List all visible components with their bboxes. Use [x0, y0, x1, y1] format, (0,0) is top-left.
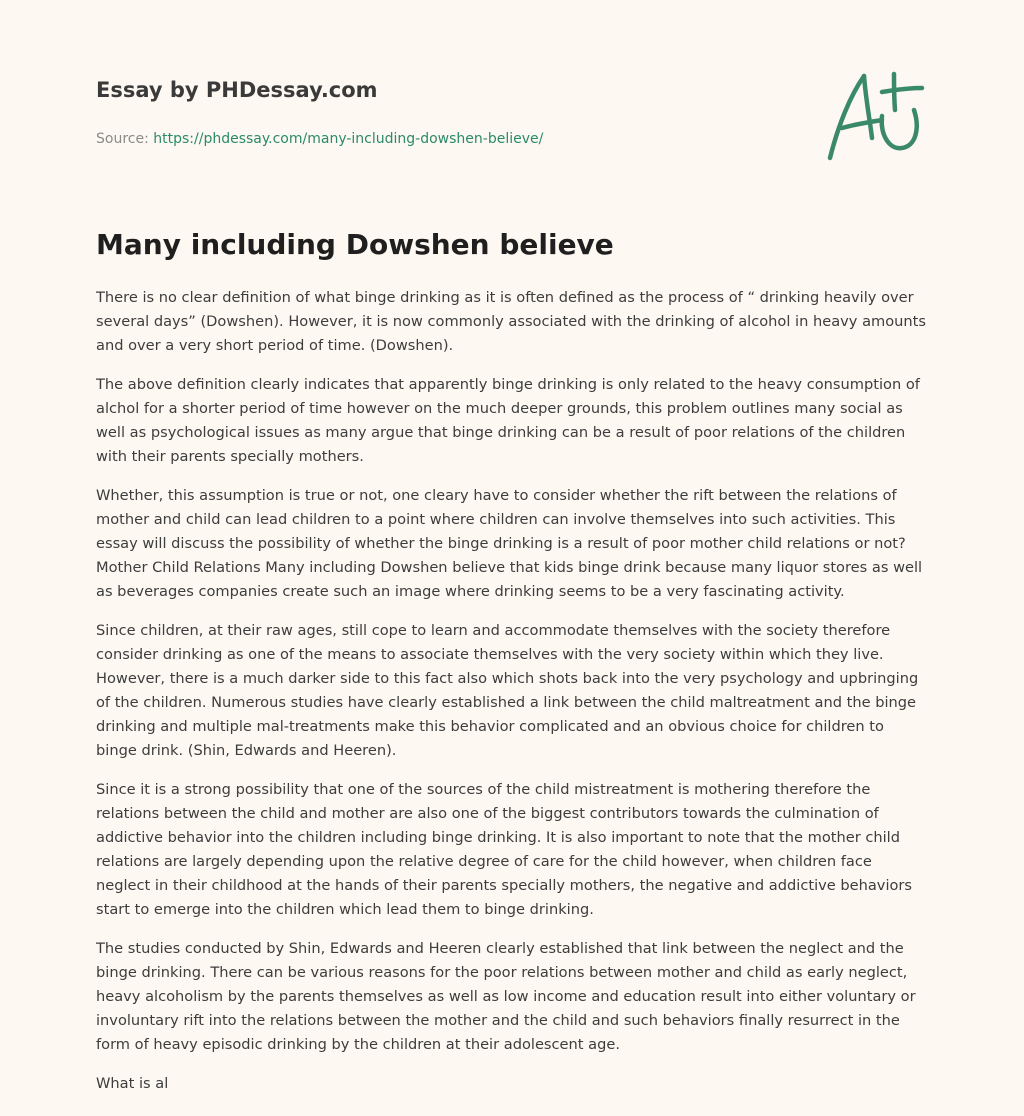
- page-title: Many including Dowshen believe: [96, 228, 614, 261]
- paragraph: The studies conducted by Shin, Edwards and Heeren clearly established that link between the neglect and the binge drinking. There can be various reasons for the poor relations between mother and child as early neglect, heavy alcoholism by the parents themselves as well as low income and education result into either voluntary or involuntary rift into the relations between the mother and the child and such behaviors finally resurrect in the form of heavy episodic drinking by the children at their adolescent age.: [96, 940, 916, 1053]
- header: [96, 76, 796, 148]
- source-line: [96, 130, 796, 148]
- source-label: Source:: [96, 131, 149, 147]
- paragraph: Whether, this assumption is true or not, one cleary have to consider whether the rift between the relations of mother and child can lead children to a point where children can involve themselves into such activities. This essay will discuss the possibility of whether the binge drinking is a result of poor mother child relations or not? Mother Child Relations Many including Dowshen believe that kids binge drink because many liquor stores as well as beverages companies create such an image where drinking seems to be a very fascinating activity.: [96, 487, 923, 600]
- paragraph: The above definition clearly indicates that apparently binge drinking is only related to the heavy consumption of alchol for a shorter period of time however on the much deeper grounds, this problem outlines many social as well as psychological issues as many argue that binge drinking can be a result of poor relations of the children with their parents specially mothers.: [96, 376, 920, 465]
- site-title: Essay by PHDessay.com: [96, 78, 378, 102]
- article: [96, 226, 928, 1111]
- source-link[interactable]: https://phdessay.com/many-including-dowshen-believe/: [153, 131, 544, 147]
- paragraph: What is al: [96, 1075, 169, 1092]
- paragraph: Since children, at their raw ages, still cope to learn and accommodate themselves with the society therefore consider drinking as one of the means to associate themselves with the very society within which they live. However, there is a much darker side to this fact also which shots back into the very psychology and upbringing of the children. Numerous studies have clearly established a link between the child maltreatment and the binge drinking and multiple mal-treatments make this behavior complicated and an obvious choice for children to binge drink. (Shin, Edwards and Heeren).: [96, 622, 919, 759]
- paragraph: Since it is a strong possibility that one of the sources of the child mistreatment is mothering therefore the relations between the child and mother are also one of the biggest contributors towards the culmination of addictive behavior into the children including binge drinking. It is also important to note that the mother child relations are largely depending upon the relative degree of care for the child however, when children face neglect in their childhood at the hands of their parents specially mothers, the negative and addictive behaviors start to emerge into the children which lead them to binge drinking.: [96, 781, 913, 918]
- a-plus-logo-icon: [820, 66, 930, 166]
- paragraph: There is no clear definition of what binge drinking as it is often defined as the process of “ drinking heavily over several days” (Dowshen). However, it is now commonly associated with the drinking of alcohol in heavy amounts and over a very short period of time. (Dowshen).: [96, 289, 926, 354]
